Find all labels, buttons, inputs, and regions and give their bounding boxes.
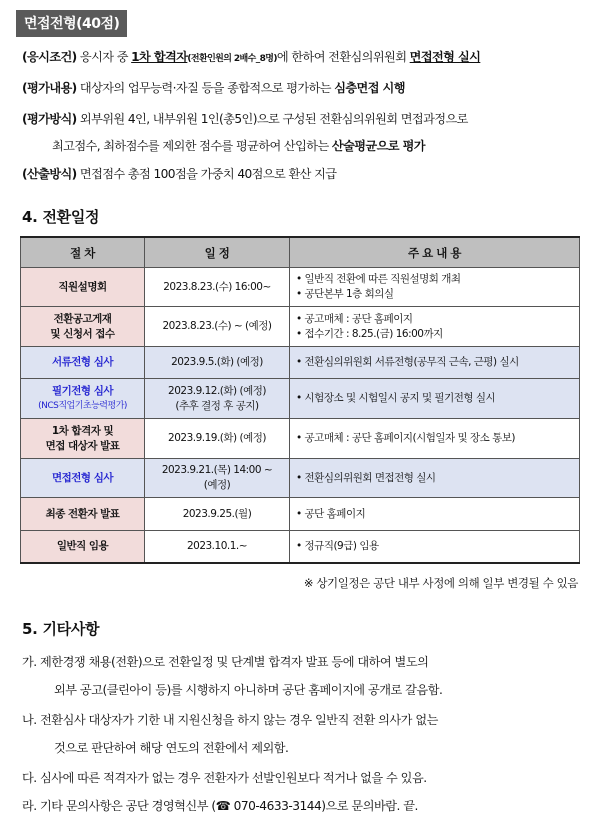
condition-method-line2 — [52, 137, 425, 154]
etc-item-ga-line2: 외부 공고(클린아이 등)를 시행하지 아니하며 공단 홈페이지에 공개로 갈음함. — [54, 683, 443, 697]
step-line: 및 신청서 접수 — [50, 327, 115, 340]
etc-item-da: 다. 심사에 따른 적격자가 없는 경우 전환자가 선발인원보다 적거나 없을 수 있음. — [22, 771, 427, 785]
content-cell — [290, 419, 580, 459]
content-item: • 공고매체 : 공단 홈페이지 — [296, 312, 413, 325]
column-header: 일 정 — [145, 237, 290, 268]
step-line: 면접 대상자 발표 — [45, 439, 120, 452]
step-cell: 최종 전환자 발표 — [21, 498, 145, 531]
condition-text: 면접점수 총점 100점을 가중치 40점으로 환산 지급 — [76, 167, 337, 181]
schedule-note: ※ 상기일정은 공단 내부 사정에 의해 일부 변경될 수 있음 — [303, 576, 578, 590]
content-cell — [290, 268, 580, 307]
step-cell — [21, 307, 145, 347]
table-row — [21, 419, 580, 459]
date-line: (예정) — [203, 479, 231, 491]
date-cell: 2023.9.25.(월) — [145, 498, 290, 531]
condition-method — [22, 110, 468, 127]
table-header-row — [21, 237, 580, 268]
content-cell — [290, 498, 580, 531]
date-cell — [145, 379, 290, 419]
schedule-heading: 4. 전환일정 — [22, 208, 100, 226]
content-item: • 일반직 전환에 따른 직원설명회 개최 — [296, 273, 461, 285]
date-line: (추후 결정 후 공지) — [175, 399, 259, 412]
content-cell — [290, 531, 580, 563]
content-item: • 시험장소 및 시험일시 공지 및 필기전형 실시 — [296, 392, 496, 404]
date-cell: 2023.8.23.(수) ~ (예정) — [145, 307, 290, 347]
etc-item-ga: 가. 제한경쟁 채용(전환)으로 전환일정 및 단계별 합격자 발표 등에 대하여 별도의 — [22, 655, 429, 669]
column-header: 절 차 — [21, 237, 145, 268]
content-cell — [290, 307, 580, 347]
condition-label: (평가방식) — [22, 112, 77, 126]
etc-heading: 5. 기타사항 — [22, 620, 100, 638]
schedule-table — [20, 236, 580, 564]
step-cell: 일반직 임용 — [21, 531, 145, 563]
content-cell — [290, 379, 580, 419]
step-line: 전환공고게재 — [53, 312, 112, 325]
date-cell: 2023.9.19.(화) (예정) — [145, 419, 290, 459]
condition-small: (전환인원의 2배수_8명) — [187, 54, 277, 64]
step-line: 1차 합격자 및 — [51, 424, 114, 437]
column-header: 주 요 내 용 — [290, 237, 580, 268]
condition-label: (응시조건) — [22, 50, 77, 64]
condition-text: 최고점수, 최하점수를 제외한 점수를 평균하여 산입하는 — [52, 139, 332, 153]
table-row — [21, 531, 580, 563]
condition-label: (평가내용) — [22, 81, 77, 95]
step-cell — [21, 419, 145, 459]
condition-content — [22, 79, 405, 96]
content-cell — [290, 459, 580, 498]
table-row — [21, 459, 580, 498]
date-cell — [145, 459, 290, 498]
content-item: • 정규직(9급) 임용 — [296, 539, 379, 552]
table-row — [21, 307, 580, 347]
content-item: • 공단 홈페이지 — [296, 507, 366, 520]
condition-text: 외부위원 4인, 내부위원 1인(총5인)으로 구성된 전환심의위원회 면접과정으로 — [76, 112, 468, 126]
date-cell: 2023.8.23.(수) 16:00~ — [145, 268, 290, 307]
condition-calc — [22, 165, 336, 182]
step-cell: 직원설명회 — [21, 268, 145, 307]
content-item: • 공고매체 : 공단 홈페이지(시험일자 및 장소 통보) — [296, 432, 516, 444]
section-title: 면접전형(40점) — [16, 10, 127, 37]
content-item: • 공단본부 1층 회의실 — [296, 288, 394, 300]
condition-text: 대상자의 업무능력·자질 등을 종합적으로 평가하는 — [76, 81, 335, 95]
condition-bold: 산술평균으로 평가 — [331, 139, 425, 153]
condition-eligibility — [22, 48, 480, 65]
condition-label: (산출방식) — [22, 167, 77, 181]
table-row — [21, 498, 580, 531]
content-cell — [290, 347, 580, 379]
step-subtitle: (NCS직업기초능력평가) — [38, 400, 127, 411]
date-cell: 2023.10.1.~ — [145, 531, 290, 563]
condition-bold: 면접전형 실시 — [409, 50, 481, 64]
date-line: 2023.9.12.(화) (예정) — [168, 384, 266, 397]
etc-item-ra: 라. 기타 문의사항은 공단 경영혁신부 (☎ 070-4633-3144)으로 문의바람. 끝. — [22, 799, 418, 813]
content-item: • 접수기간 : 8.25.(금) 16:00까지 — [296, 327, 443, 340]
condition-text: 응시자 중 — [76, 50, 132, 64]
date-line: 2023.9.21.(목) 14:00 ~ — [161, 464, 273, 476]
step-cell — [21, 379, 145, 419]
step-cell: 면접전형 심사 — [21, 459, 145, 498]
condition-bold: 심층면접 시행 — [334, 81, 405, 95]
date-cell: 2023.9.5.(화) (예정) — [145, 347, 290, 379]
content-item: • 전환심의위원회 면접전형 실시 — [296, 471, 436, 484]
content-item: • 전환심의위원회 서류전형(공무직 근속, 근평) 실시 — [296, 356, 519, 368]
condition-text: 에 한하여 전환심의위원회 — [276, 50, 410, 64]
etc-item-na-line2: 것으로 판단하여 해당 연도의 전환에서 제외함. — [54, 741, 289, 755]
table-row — [21, 268, 580, 307]
table-row — [21, 379, 580, 419]
etc-item-na: 나. 전환심사 대상자가 기한 내 지원신청을 하지 않는 경우 일반직 전환 의사가 없는 — [22, 713, 438, 727]
step-line: 필기전형 심사 — [51, 384, 113, 397]
condition-bold: 1차 합격자 — [131, 50, 188, 64]
step-cell: 서류전형 심사 — [21, 347, 145, 379]
table-row — [21, 347, 580, 379]
